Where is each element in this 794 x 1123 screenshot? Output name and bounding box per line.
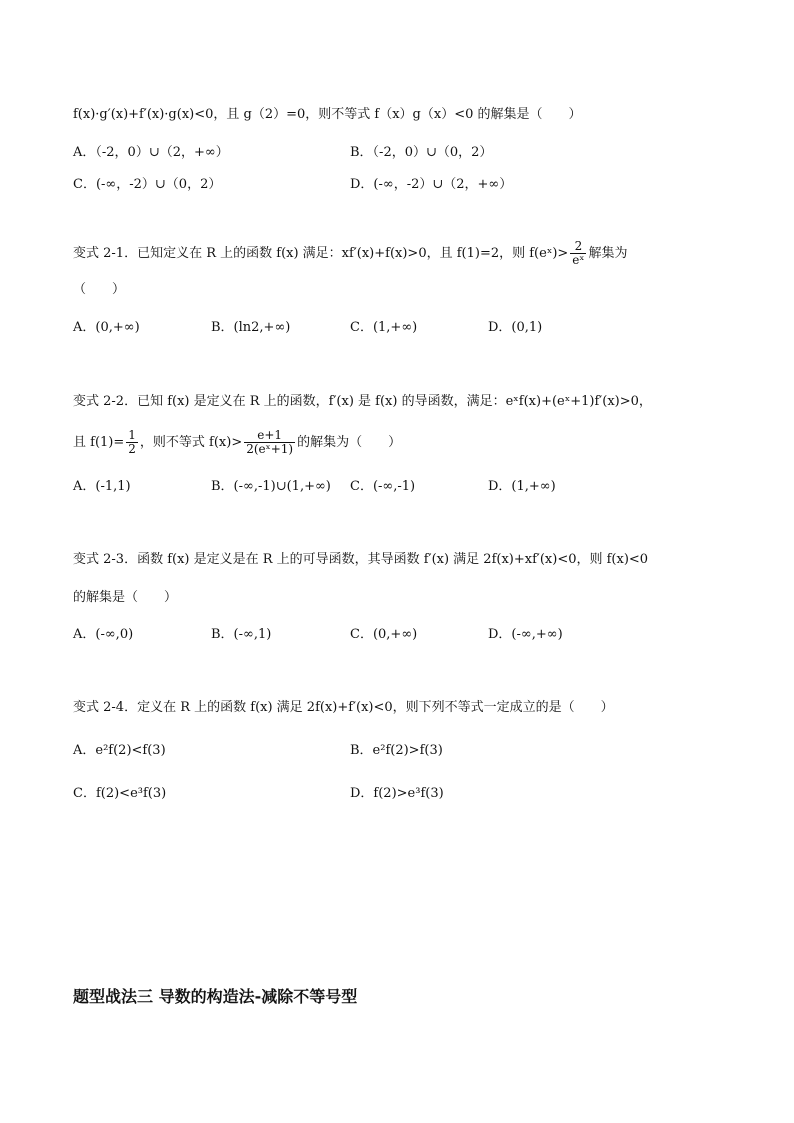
option-c: C．(-∞,-1) — [350, 479, 416, 494]
variant-2-1-blank: （ ） — [73, 282, 126, 297]
option-b: B．（-2，0）∪（0，2） — [350, 145, 493, 160]
option-d: D．(-∞,+∞) — [488, 627, 563, 642]
variant-2-2-stem-line2: 且 f(1)= $\frac{1}{2}$ ，则不等式 f(x)> $\frac{e+1}{\text{2(eˣ+1)}}$ 的解集为（ ） — [73, 428, 402, 456]
option-c: C．f(2)<e³f(3) — [73, 786, 167, 801]
fraction: $\frac{2}{\text{eˣ}}$ — [572, 239, 585, 267]
option-c: C．(1,+∞) — [350, 320, 418, 335]
option-c: C．(0,+∞) — [350, 627, 418, 642]
variant-2-2-stem: 变式 2-2．已知 f(x) 是定义在 R 上的函数，f′(x) 是 f(x) 的导函数，满足：eˣf(x)+(eˣ+1)f′(x)>0， — [73, 394, 652, 409]
option-d: D．(-∞，-2）∪（2，+∞） — [350, 177, 513, 192]
option-d: D．f(2)>e³f(3) — [350, 786, 444, 801]
option-b: B．(ln2,+∞) — [211, 320, 291, 335]
variant-2-1-stem: 变式 2-1．已知定义在 R 上的函数 f(x) 满足：xf′(x)+f(x)>0，且 f(1)=2，则 f(eˣ)> $\frac{2}{\text{eˣ}}$ 解集为 — [73, 239, 628, 267]
variant-2-3-stem-line2: 的解集是（ ） — [73, 590, 178, 605]
option-d: D．(0,1) — [488, 320, 543, 335]
option-a: A．(-∞,0) — [73, 627, 134, 642]
option-c: C．(-∞，-2）∪（0，2） — [73, 177, 222, 192]
option-b: B．e²f(2)>f(3) — [350, 743, 443, 758]
fraction: $\frac{e+1}{\text{2(eˣ+1)}}$ — [246, 428, 294, 456]
fraction: $\frac{1}{2}$ — [128, 428, 136, 456]
option-a: A．（-2，0）∪（2，+∞） — [73, 145, 229, 160]
option-b: B．(-∞,1) — [211, 627, 272, 642]
option-a: A．(-1,1) — [73, 479, 131, 494]
variant-2-4-stem: 变式 2-4．定义在 R 上的函数 f(x) 满足 2f(x)+f′(x)<0，则下列不等式一定成立的是（ ） — [73, 700, 614, 715]
option-b: B．(-∞,-1)∪(1,+∞) — [211, 479, 331, 494]
option-a: A．(0,+∞) — [73, 320, 140, 335]
section-title: 题型战法三 导数的构造法-减除不等号型 — [73, 987, 358, 1006]
option-a: A．e²f(2)<f(3) — [73, 743, 166, 758]
variant-2-3-stem: 变式 2-3．函数 f(x) 是定义是在 R 上的可导函数，其导函数 f′(x) 满足 2f(x)+xf′(x)<0，则 f(x)<0 — [73, 552, 649, 567]
question-stem: f(x)·g′(x)+f′(x)·g(x)<0，且 g（2）=0，则不等式 f（x）g（x）<0 的解集是（ ） — [73, 107, 582, 122]
option-d: D．(1,+∞) — [488, 479, 556, 494]
